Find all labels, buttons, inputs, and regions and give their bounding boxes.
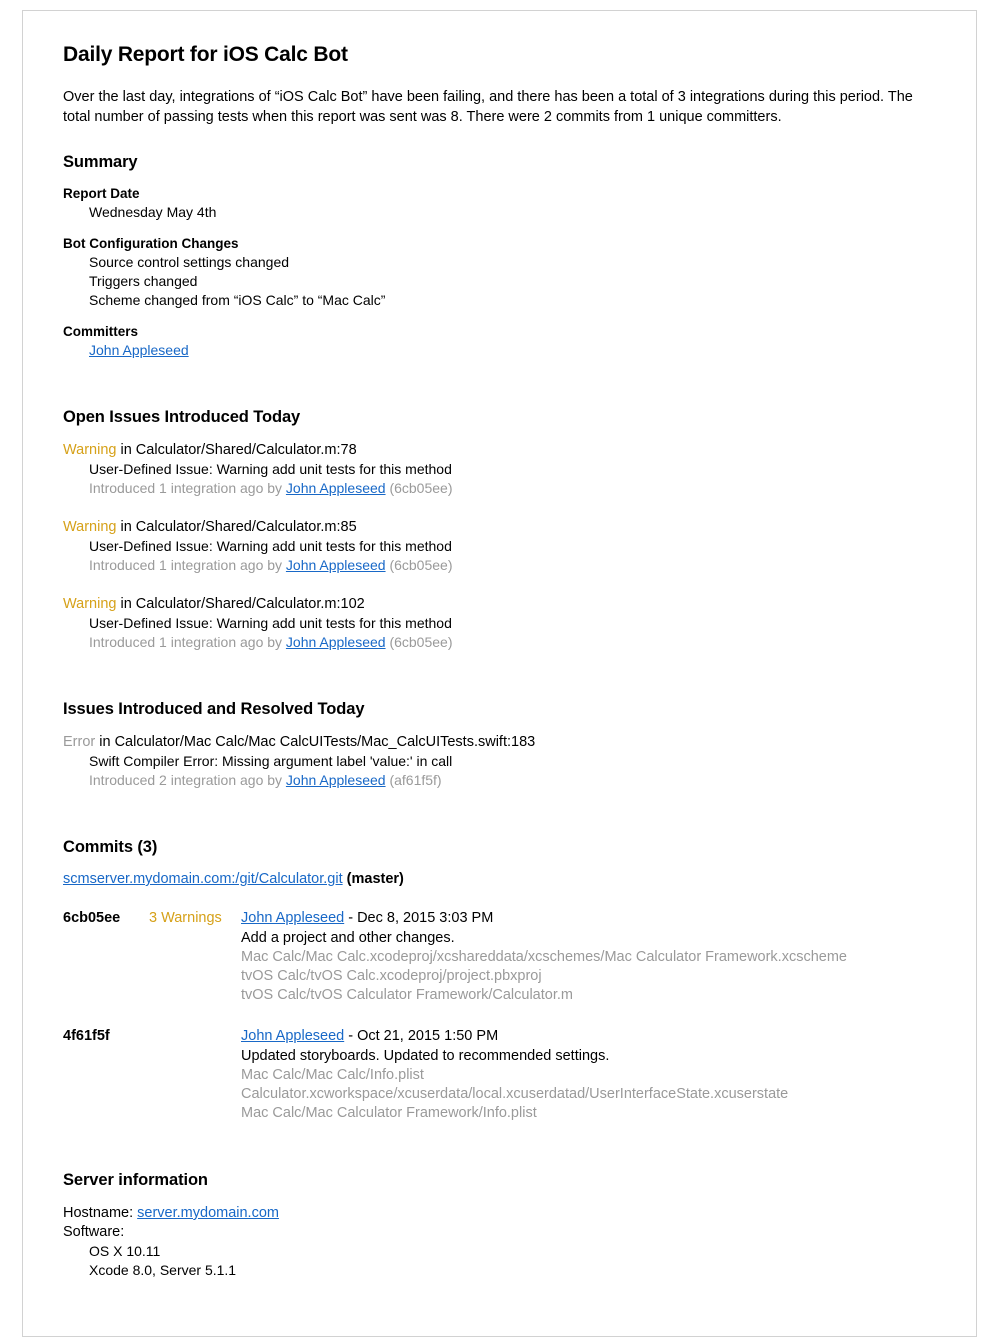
issue-item — [63, 595, 936, 652]
issue-severity: Warning — [63, 596, 117, 612]
summary-section — [63, 153, 936, 360]
issue-location: in Calculator/Mac Calc/Mac CalcUITests/Mac_CalcUITests.swift:183 — [95, 734, 536, 750]
report-intro: Over the last day, integrations of “iOS Calc Bot” have been failing, and there has been a total of 3 integrations during this period. The total number of passing tests when this report was sent was 8. There were 2 commits from 1 unique committers. — [63, 89, 913, 125]
issue-meta-suffix: (6cb05ee) — [385, 557, 453, 573]
issue-meta-suffix: (6cb05ee) — [385, 634, 453, 650]
issue-author-link[interactable]: John Appleseed — [285, 480, 386, 496]
issue-meta-prefix: Introduced 2 integration ago by — [89, 772, 286, 788]
issue-item — [63, 733, 936, 790]
committers-label: Committers — [63, 324, 139, 339]
commit-warnings-badge: 3 Warnings — [149, 910, 222, 926]
commit-row — [63, 1027, 936, 1123]
commit-author-line — [241, 909, 936, 928]
commit-warnings-badge — [149, 1027, 241, 1123]
report-date-label: Report Date — [63, 186, 140, 201]
software-item: OS X 10.11 — [89, 1243, 161, 1259]
issue-detail: User-Defined Issue: Warning add unit tests for this method — [89, 615, 452, 631]
issue-detail: User-Defined Issue: Warning add unit tests for this method — [89, 461, 452, 477]
issue-meta — [63, 479, 936, 498]
commit-message: Updated storyboards. Updated to recommended settings. — [241, 1048, 610, 1064]
report-date-block — [63, 186, 936, 222]
committers-block — [63, 324, 936, 360]
repository-line — [63, 871, 936, 887]
committer-item — [63, 341, 936, 360]
hostname-link[interactable]: server.mydomain.com — [137, 1205, 279, 1221]
software-label: Software: — [63, 1224, 125, 1240]
commit-date: - Dec 8, 2015 3:03 PM — [344, 910, 494, 926]
bot-config-change-item: Triggers changed — [89, 273, 198, 289]
report-sheet — [22, 10, 977, 1337]
bot-config-changes-block — [63, 236, 936, 310]
commit-file: Calculator.xcworkspace/xcuserdata/local.xcuserdatad/UserInterfaceState.xcuserstate — [241, 1086, 789, 1102]
commit-file: tvOS Calc/tvOS Calc.xcodeproj/project.pbxproj — [241, 968, 542, 984]
commit-file: Mac Calc/Mac Calc/Info.plist — [241, 1067, 424, 1083]
open-issues-section — [63, 408, 936, 652]
issue-severity: Warning — [63, 519, 117, 535]
commit-author-link[interactable]: John Appleseed — [241, 1028, 345, 1044]
issue-head — [63, 595, 936, 614]
bot-config-changes-label: Bot Configuration Changes — [63, 236, 239, 251]
commit-body — [241, 909, 936, 1005]
hostname-line — [63, 1204, 936, 1223]
issue-meta — [63, 633, 936, 652]
issue-meta-prefix: Introduced 1 integration ago by — [89, 634, 286, 650]
commit-hash: 6cb05ee — [63, 910, 121, 926]
issue-severity: Warning — [63, 442, 117, 458]
commit-message: Add a project and other changes. — [241, 930, 455, 946]
commit-file: Mac Calc/Mac Calc.xcodeproj/xcshareddata/xcschemes/Mac Calculator Framework.xcscheme — [241, 949, 847, 965]
page-title: Daily Report for iOS Calc Bot — [63, 43, 348, 66]
bot-config-change-item: Scheme changed from “iOS Calc” to “Mac Calc” — [89, 292, 386, 308]
commit-body — [241, 1027, 936, 1123]
issue-meta-prefix: Introduced 1 integration ago by — [89, 480, 286, 496]
issue-head — [63, 733, 936, 752]
report-date-value: Wednesday May 4th — [89, 204, 217, 220]
commit-hash: 4f61f5f — [63, 1028, 110, 1044]
issue-detail: User-Defined Issue: Warning add unit tests for this method — [89, 538, 452, 554]
issue-location: in Calculator/Shared/Calculator.m:78 — [116, 442, 357, 458]
issue-detail: Swift Compiler Error: Missing argument label 'value:' in call — [89, 753, 453, 769]
commit-file: Mac Calc/Mac Calculator Framework/Info.plist — [241, 1105, 537, 1121]
commit-author-line — [241, 1027, 936, 1046]
issue-head — [63, 441, 936, 460]
issue-location: in Calculator/Shared/Calculator.m:102 — [116, 596, 365, 612]
summary-heading: Summary — [63, 153, 138, 171]
issue-meta — [63, 771, 936, 790]
issue-author-link[interactable]: John Appleseed — [285, 772, 386, 788]
issue-location: in Calculator/Shared/Calculator.m:85 — [116, 519, 357, 535]
server-information-heading: Server information — [63, 1171, 208, 1189]
bot-config-change-item: Source control settings changed — [89, 254, 290, 270]
resolved-issues-section — [63, 700, 936, 790]
hostname-label: Hostname: — [63, 1205, 138, 1221]
server-information-section — [63, 1171, 936, 1280]
commit-date: - Oct 21, 2015 1:50 PM — [344, 1028, 499, 1044]
issue-item — [63, 518, 936, 575]
commits-section — [63, 838, 936, 1123]
issue-author-link[interactable]: John Appleseed — [285, 557, 386, 573]
resolved-issues-heading: Issues Introduced and Resolved Today — [63, 700, 365, 718]
issue-meta-suffix: (6cb05ee) — [385, 480, 453, 496]
commit-file: tvOS Calc/tvOS Calculator Framework/Calculator.m — [241, 987, 573, 1003]
issue-meta-prefix: Introduced 1 integration ago by — [89, 557, 286, 573]
issue-meta — [63, 556, 936, 575]
committer-link[interactable]: John Appleseed — [89, 342, 189, 358]
issue-severity: Error — [63, 734, 96, 750]
commits-heading: Commits (3) — [63, 838, 158, 856]
issue-author-link[interactable]: John Appleseed — [285, 634, 386, 650]
issue-meta-suffix: (af61f5f) — [385, 772, 442, 788]
issue-item — [63, 441, 936, 498]
issue-head — [63, 518, 936, 537]
commit-author-link[interactable]: John Appleseed — [241, 910, 345, 926]
repository-url-link[interactable]: scmserver.mydomain.com:/git/Calculator.git — [63, 871, 343, 887]
open-issues-heading: Open Issues Introduced Today — [63, 408, 301, 426]
software-item: Xcode 8.0, Server 5.1.1 — [89, 1262, 237, 1278]
repository-branch: (master) — [342, 871, 404, 887]
commit-row — [63, 909, 936, 1005]
